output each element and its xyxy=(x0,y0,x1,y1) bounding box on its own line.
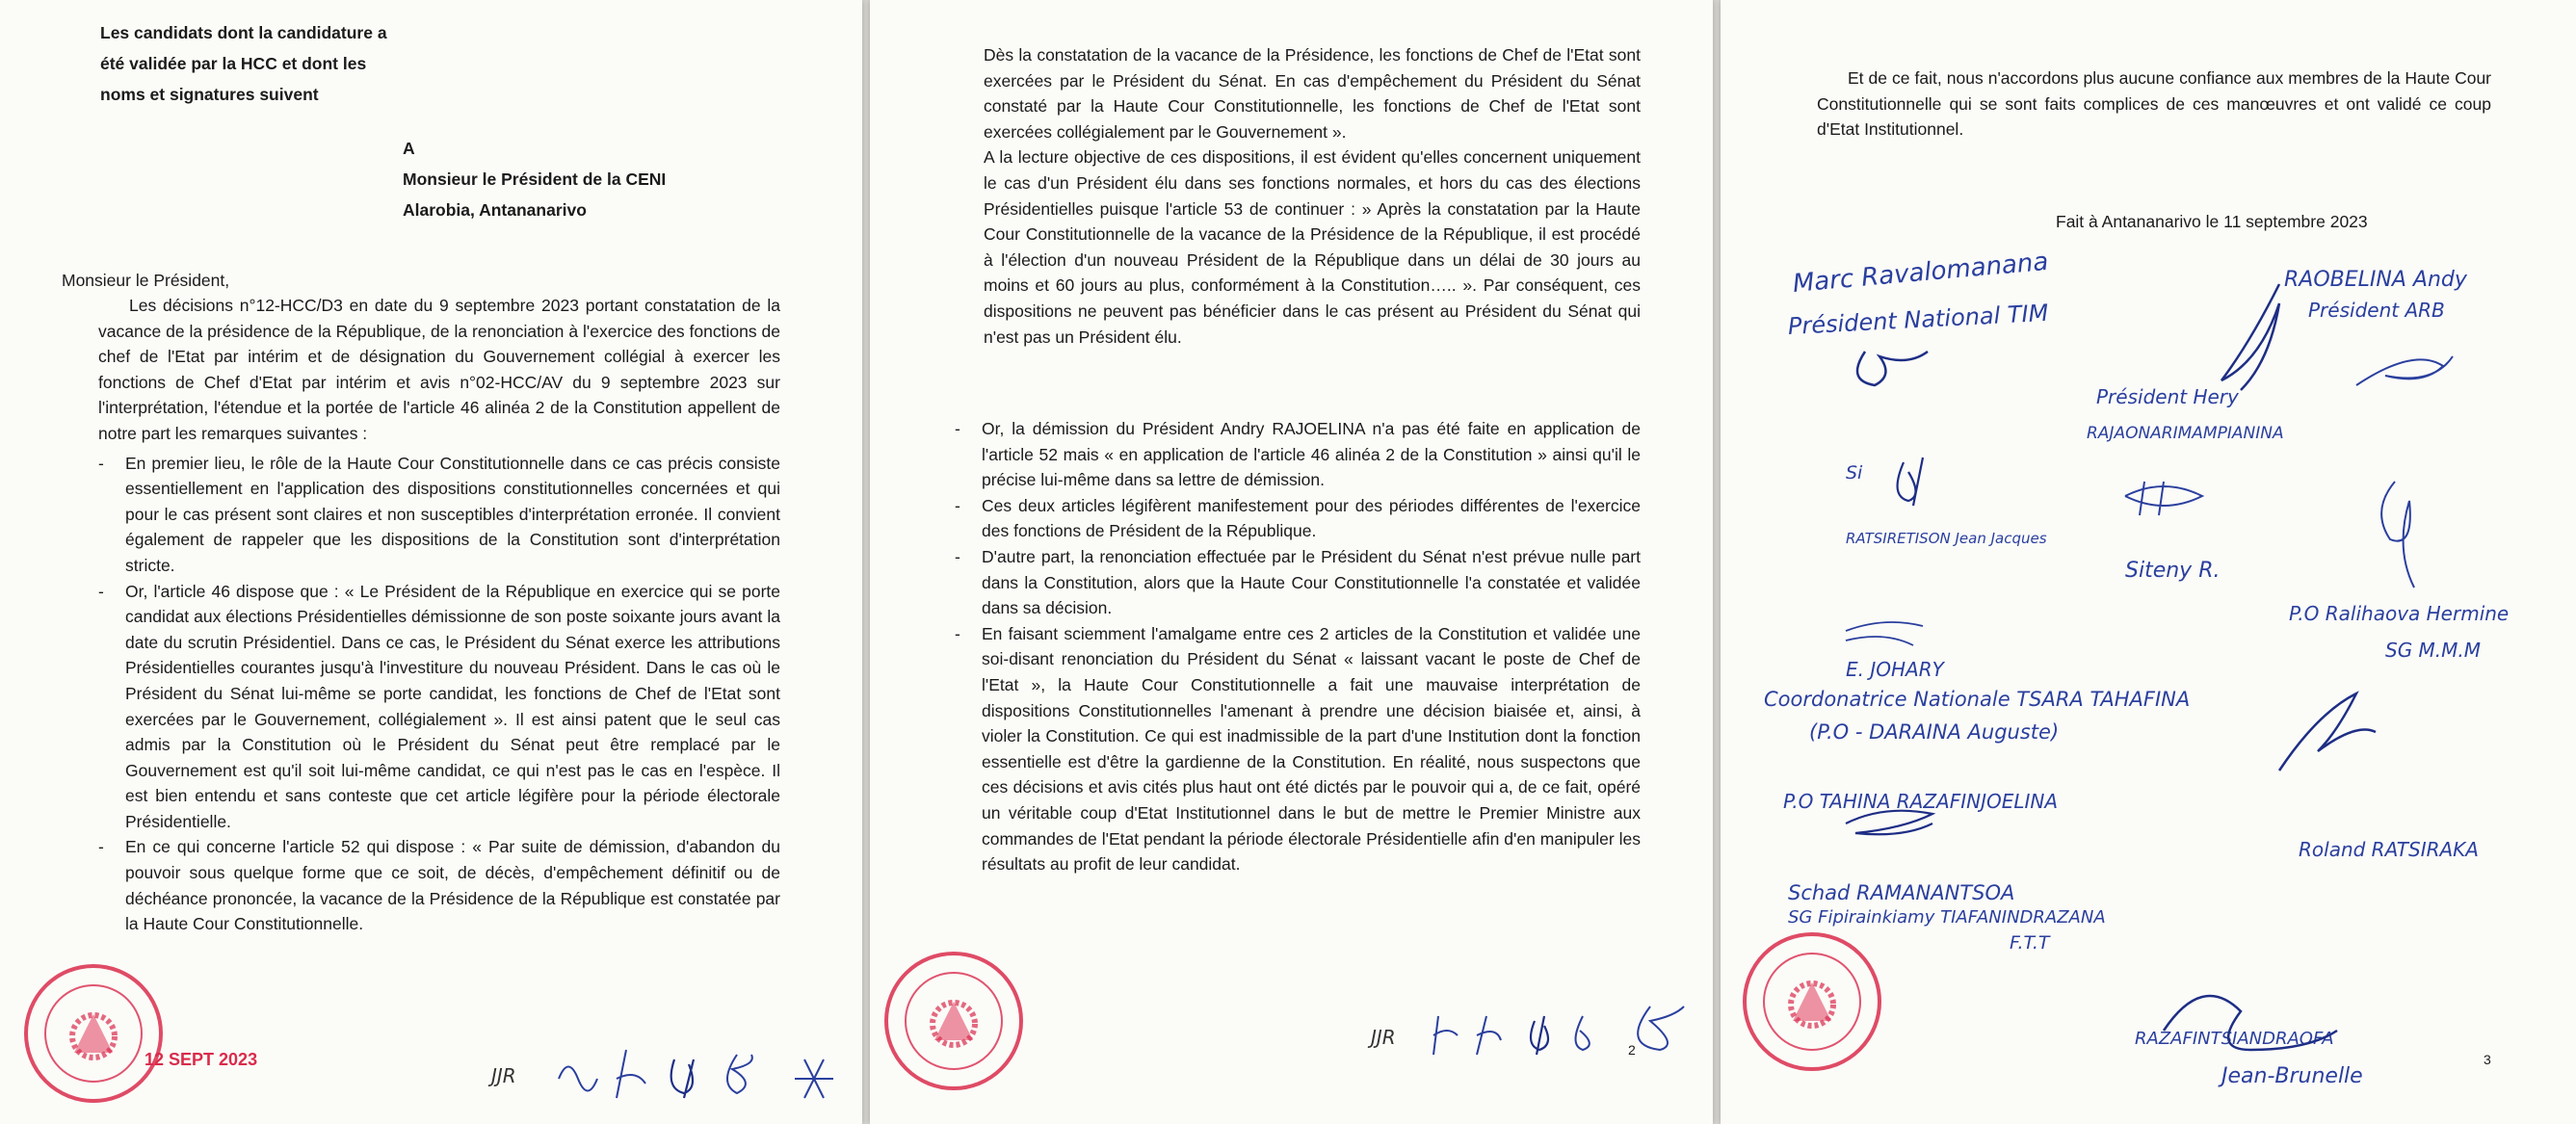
page-number: 3 xyxy=(2484,1052,2491,1067)
handwritten-name: RAJAONARIMAMPIANINA xyxy=(2087,424,2284,443)
recipient-address: Alarobia, Antananarivo xyxy=(403,200,587,220)
list-item: - D'autre part, la renonciation effectuée par le Président du Sénat n'est prévue nulle part dans la Constitution, alors que la Haute Cour Constitutionnelle l'a constatée et validée dans sa décision. xyxy=(955,544,1641,621)
handwritten-name: Roland RATSIRAKA xyxy=(2299,838,2479,861)
paragraph: Et de ce fait, nous n'accordons plus aucune confiance aux membres de la Haute Cour Constitutionnelle qui se sont faits complices de ces manœuvres et ont validé ce coup d'Etat Institutionnel. xyxy=(1817,68,2491,140)
ceni-stamp xyxy=(1740,929,1884,1074)
handwritten-name: Schad RAMANANTSOA xyxy=(1788,881,2015,904)
header-line: noms et signatures suivent xyxy=(100,85,319,104)
initials-signatures xyxy=(549,1040,857,1117)
header-line: été validée par la HCC et dont les xyxy=(100,54,367,73)
letter-page-1 xyxy=(0,0,862,1124)
initials: JJR xyxy=(1371,1026,1396,1049)
handwritten-name: Jean-Brunelle xyxy=(2221,1064,2363,1088)
body-text-2 xyxy=(984,42,1641,350)
page-number: 2 xyxy=(1628,1042,1636,1058)
handwritten-title: Président ARB xyxy=(2308,299,2445,322)
handwritten-name: RAZAFINTSIANDRAOFA xyxy=(2135,1029,2334,1049)
handwritten-title: F.T.T xyxy=(2010,932,2050,954)
recipient-name: Monsieur le Président de la CENI xyxy=(403,170,667,189)
ceni-stamp xyxy=(881,949,1026,1093)
handwritten-name: RAOBELINA Andy xyxy=(2284,268,2467,292)
recipient-block xyxy=(403,133,666,225)
handwritten-title: SG M.M.M xyxy=(2385,639,2482,662)
body-text-3 xyxy=(1817,65,2491,143)
handwritten-name: P.O TAHINA RAZAFINJOELINA xyxy=(1783,790,2059,813)
header-line: Les candidats dont la candidature a xyxy=(100,23,387,42)
list-item: - En premier lieu, le rôle de la Haute Cour Constitutionnelle dans ce cas précis consiste essentiellement en l'application des dispositions constitutionnelles concernées et qui pour le cas présent sont claires et non susceptibles d'interprétation erronée. Il convient également de rappeler que les dispositions de la Constitution sont d'interprétation stricte. xyxy=(98,451,780,579)
list-item: - En ce qui concerne l'article 52 qui dispose : « Par suite de démission, d'abandon du pouvoir sous quelque forme que ce soit, de décès, d'empêchement définitif ou de déchéance prononcée, la vacance de la Présidence de la République est constatée par la Haute Cour Constitutionnelle. xyxy=(98,834,780,936)
handwritten-name: E. JOHARY xyxy=(1846,658,1944,681)
handwritten-title: Président National TIM xyxy=(1787,299,2049,340)
salutation: Monsieur le Président, xyxy=(62,271,230,290)
handwritten-si: Si xyxy=(1846,462,1863,484)
letter-page-3 xyxy=(1721,0,2576,1124)
paragraph: Dès la constatation de la vacance de la Présidence, les fonctions de Chef de l'Etat sont exercées par le Président du Sénat. En cas d'empêchement du Président du Sénat constaté par la Haute Cour Constitutionnelle, les fonctions de Chef de l'Etat sont exercées collégialement par le Gouvernement ». xyxy=(984,45,1641,142)
initials-signatures xyxy=(1429,997,1708,1074)
paragraph: A la lecture objective de ces dispositions, il est évident qu'elles concernent uniquement le cas d'un Président élu dans ses fonctions normales, et hors du cas des élections Présidentielles puisque l'article 53 de continuer : » Après la constatation par la Haute Cour Constitutionnelle de la vacance de la Présidence de la République, il est procédé à l'élection d'un nouveau Président de la République dans un délai de 30 jours au moins et 60 jours au plus, conformément à la Constitution….. ». Par conséquent, ces dispositions ne peuvent pas bénéficier dans le cas présent au Président du Sénat qui n'est pas un Président élu. xyxy=(984,147,1641,347)
intro-paragraph: Les décisions n°12-HCC/D3 en date du 9 septembre 2023 portant constatation de la vacance de la présidence de la République, de la renonciation à l'exercice des fonctions de chef de l'Etat par intérim et de désignation du Gouvernement collégial à exercer les fonctions de Chef d'Etat par intérim et avis n°02-HCC/AV du 9 septembre 2023 sur l'interprétation, l'étendue et la portée de l'article 46 alinéa 2 de la Constitution appellent de notre part les remarques suivantes : xyxy=(98,296,780,443)
list-item: - Or, la démission du Président Andry RAJOELINA n'a pas été faite en application de l'article 52 mais « en application de l'article 46 alinéa 2 de la Constitution » ainsi qu'il le précise lui-même dans sa lettre de démission. xyxy=(955,416,1641,493)
stamp-date: 12 SEPT 2023 xyxy=(145,1050,258,1069)
handwritten-name: RATSIRETISON Jean Jacques xyxy=(1846,530,2047,547)
list-item: - En faisant sciemment l'amalgame entre ces 2 articles de la Constitution et validée une soi-disant renonciation du Président du Sénat « laissant vacant le poste de Chef de l'Etat », la Haute Cour Constitutionnelle a fait une mauvaise interprétation de dispositions Constitutionnelles l'amenant à prendre une décision biaisée et, ainsi, à violer la Constitution. Ce qui est inadmissible de la part d'une Institution dont la fonction essentielle est d'être la gardienne de la Constitution. En réalité, nous suspectons que ces décisions et avis cités plus haut ont été dictés par le pouvoir qui a, de ce fait, opéré un véritable coup d'Etat Institutionnel dans le but de mettre le Premier Ministre aux commandes de l'Etat pendant la période électorale Présidentielle afin d'en manipuler les résultats au profit de leur candidat. xyxy=(955,621,1641,877)
handwritten-name: Marc Ravalomanana xyxy=(1791,247,2050,299)
ceni-stamp xyxy=(21,961,166,1106)
handwritten-name: (P.O - DARAINA Auguste) xyxy=(1809,720,2060,744)
date-line: Fait à Antananarivo le 11 septembre 2023 xyxy=(2056,212,2368,231)
list-item: - Or, l'article 46 dispose que : « Le Président de la République en exercice qui se porte candidat aux élections Présidentielles démissionne de son poste soixante jours avant la date du scrutin Présidentiel. Dans ce cas, le Président du Sénat exerce les attributions Présidentielles courantes jusqu'à l'investiture du nouveau Président. Dans le cas où le Président du Sénat lui-même se porte candidat, les fonctions de Chef de l'Etat sont exercées par le Gouvernement, collégialement ». Il est ainsi patent que le seul cas admis par la Constitution où le Président du Sénat peut être remplacé par le Gouvernement est qu'il soit lui-même candidat, ce qui n'est pas le cas en l'espèce. Il est bien entendu et sans conteste que cet article légifère pour la période électorale Présidentielle. xyxy=(98,579,780,835)
handwritten-title: Coordonatrice Nationale TSARA TAHAFINA xyxy=(1764,688,2191,711)
body-text-1 xyxy=(98,293,780,937)
handwritten-name: Siteny R. xyxy=(2125,559,2221,583)
handwritten-name: P.O Ralihaova Hermine xyxy=(2289,602,2510,625)
recipient-a: A xyxy=(403,139,415,158)
initials: JJR xyxy=(491,1064,516,1087)
body-list-2 xyxy=(955,416,1641,877)
handwritten-title: Président Hery xyxy=(2096,385,2239,408)
header-candidates xyxy=(100,17,387,110)
handwritten-title: SG Fipirainkiamy TIAFANINDRAZANA xyxy=(1788,907,2106,928)
letter-page-2 xyxy=(870,0,1713,1124)
list-item: - Ces deux articles légifèrent manifestement pour des périodes différentes de l'exercice des fonctions de Président de la République. xyxy=(955,493,1641,544)
